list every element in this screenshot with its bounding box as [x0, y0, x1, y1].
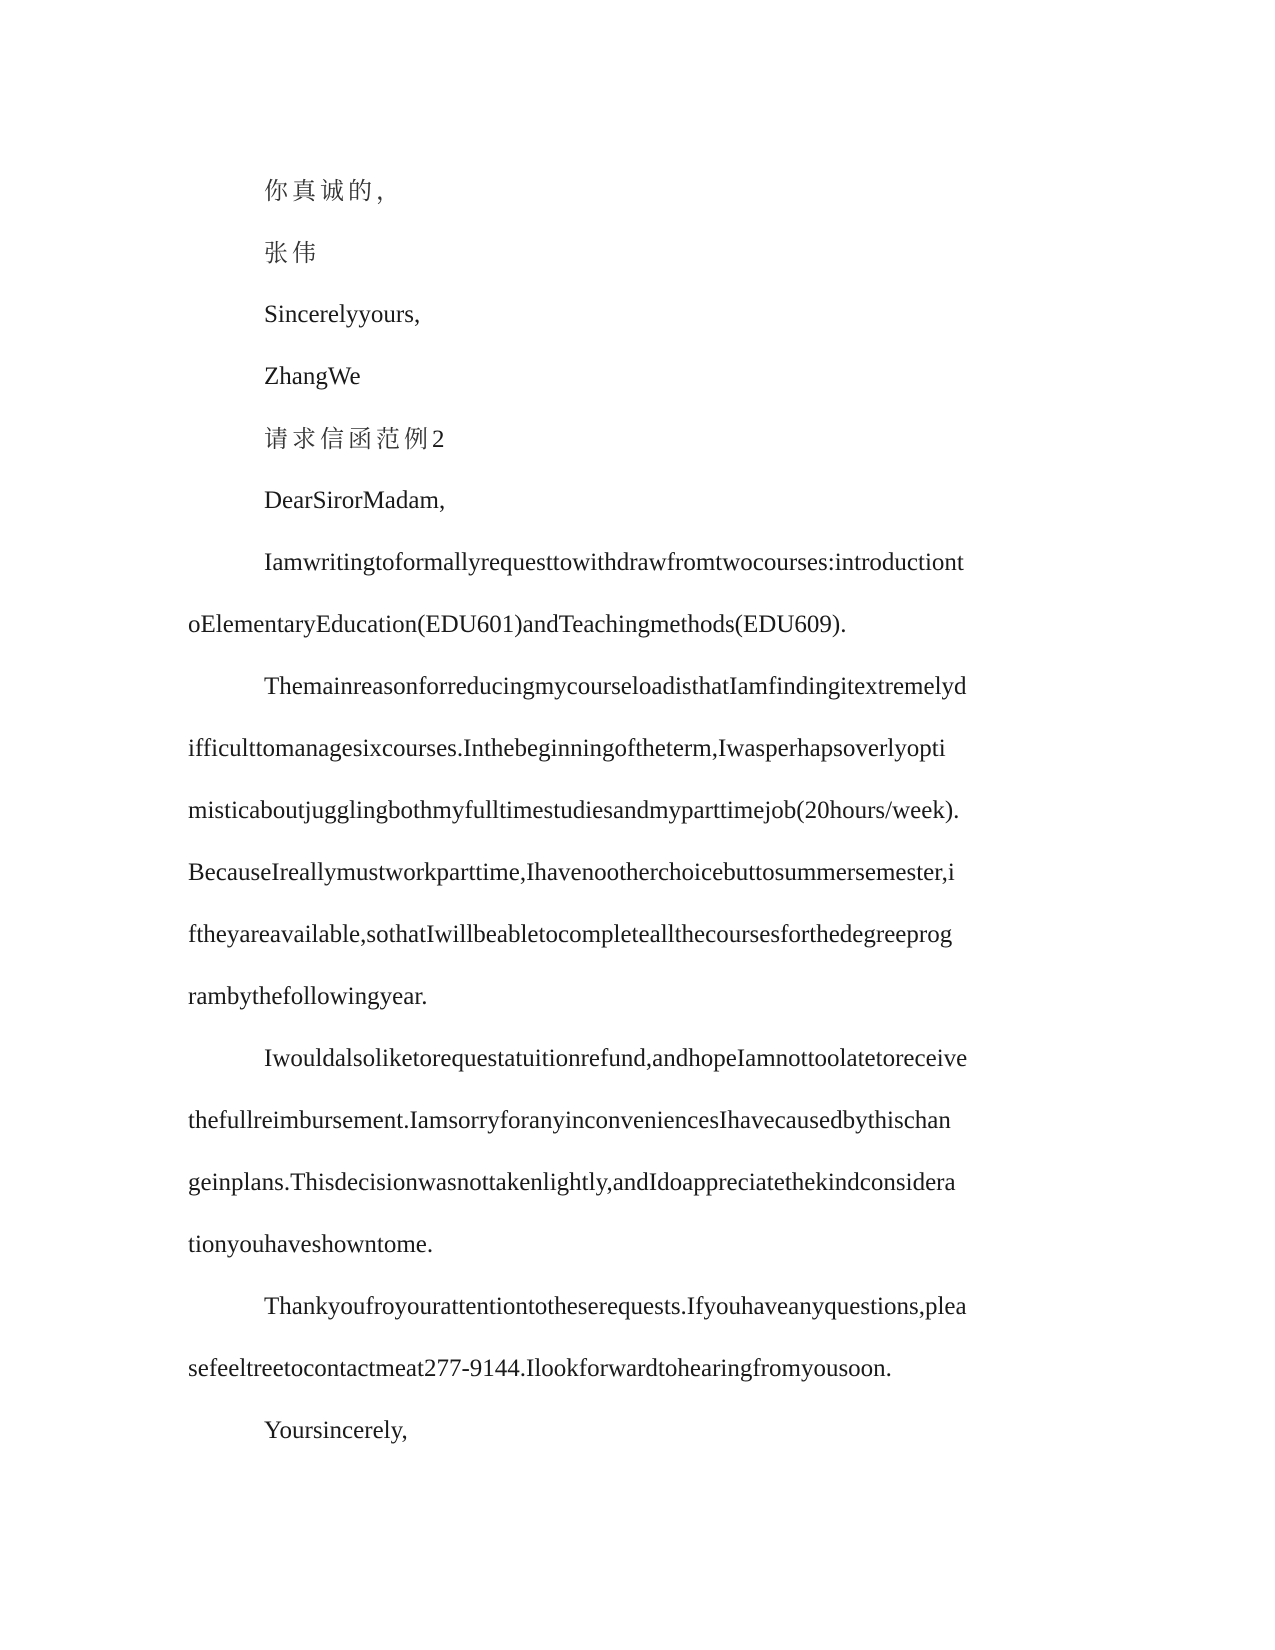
closing-cn: 你真诚的， — [264, 177, 404, 205]
paragraph-line: misticaboutjugglingbothmyfulltimestudiesandmyparttimejob(20hours/week). — [188, 797, 960, 824]
paragraph-line: thefullreimbursement.IamsorryforanyinconveniencesIhavecausedbythischan — [188, 1107, 951, 1134]
paragraph-line: rambythefollowingyear. — [188, 983, 428, 1010]
paragraph-line: Iwouldalsoliketorequestatuitionrefund,andhopeIamnottoolatetoreceive — [264, 1045, 968, 1072]
section-heading-text: 请求信函范例 — [264, 425, 432, 453]
section-heading-number: 2 — [432, 426, 445, 453]
closing-en: Sincerelyyours, — [264, 301, 421, 328]
signature-name-cn: 张伟 — [264, 239, 320, 267]
paragraph-line: geinplans.Thisdecisionwasnottakenlightly,andIdoappreciatethekindconsidera — [188, 1169, 956, 1196]
paragraph-line: ftheyareavailable,sothatIwillbeabletocompleteallthecoursesforthedegreeprog — [188, 921, 953, 948]
paragraph-line: oElementaryEducation(EDU601)andTeachingmethods(EDU609). — [188, 611, 847, 638]
section-heading — [188, 408, 1088, 470]
paragraph-line: sefeeltreetocontactmeat277-9144.Ilookforwardtohearingfromyousoon. — [188, 1355, 892, 1382]
paragraph-line: ifficulttomanagesixcourses.Inthebeginningoftheterm,Iwasperhapsoverlyopti — [188, 735, 946, 762]
paragraph-line: Iamwritingtoformallyrequesttowithdrawfromtwocourses:introductiont — [264, 549, 964, 576]
letter-body — [188, 160, 1088, 1462]
salutation: DearSirorMadam, — [264, 487, 446, 514]
signature-name-en: ZhangWe — [264, 363, 361, 390]
closing: Yoursincerely, — [264, 1417, 408, 1444]
paragraph-line: Thankyoufroyourattentiontotheserequests.Ifyouhaveanyquestions,plea — [264, 1293, 967, 1320]
paragraph-line: BecauseIreallymustworkparttime,Ihavenootherchoicebuttosummersemester,i — [188, 859, 955, 886]
paragraph-line: ThemainreasonforreducingmycourseloadisthatIamfindingitextremelyd — [264, 673, 967, 700]
paragraph-line: tionyouhaveshowntome. — [188, 1231, 434, 1258]
